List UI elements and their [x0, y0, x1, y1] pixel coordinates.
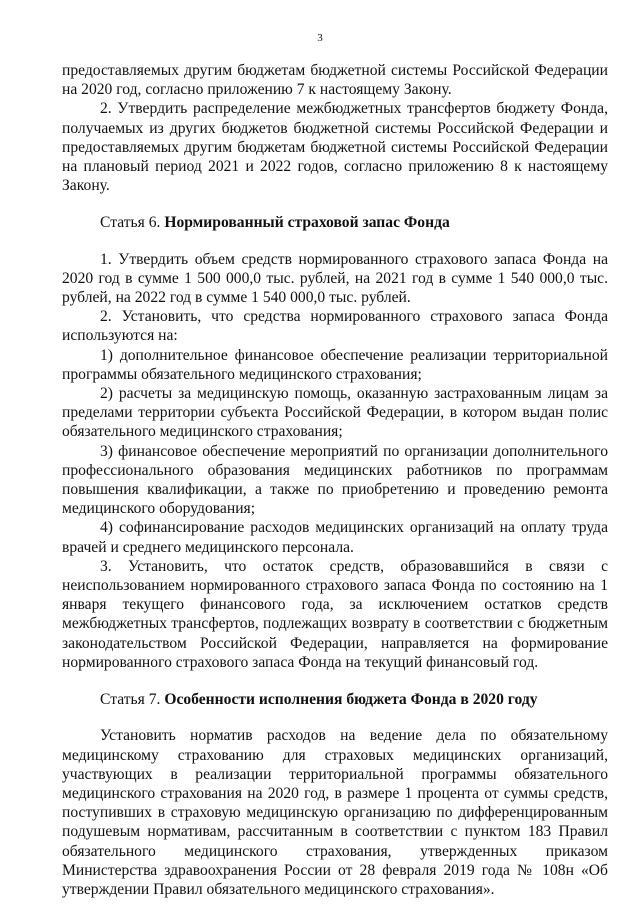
- article-6-item-4: 4) софинансирование расходов медицинских организаций на оплату труда врачей и среднего медицинского персонала.: [62, 519, 608, 556]
- article-6-item-2: 2) расчеты за медицинскую помощь, оказанную застрахованным лицам за пределами территории субъекта Российской Федерации, в котором выдан полис обязательного медицинского страхования;: [62, 385, 608, 441]
- article-5-paragraph-1-tail: предоставляемых другим бюджетам бюджетной системы Российской Федерации на 2020 год, согласно приложению 7 к настоящему Закону.: [62, 62, 608, 99]
- article-6-paragraph-2: 2. Установить, что средства нормированного страхового запаса Фонда используются на:: [62, 308, 608, 345]
- document-body: [62, 61, 608, 899]
- article-7-prefix: Статья 7.: [100, 691, 165, 709]
- article-6-heading: [62, 213, 608, 232]
- article-6-paragraph-3: 3. Установить, что остаток средств, образовавшийся в связи с неиспользованием нормированного страхового запаса Фонда по состоянию на 1 января текущего финансового года, за исключением остатков средств межбюджетных трансфертов, подлежащих возврату в соответствии с бюджетным законодательством Российской Федерации, направляется на формирование нормированного страхового запаса Фонда на текущий финансовый год.: [62, 557, 608, 671]
- article-5-paragraph-2: 2. Утвердить распределение межбюджетных трансфертов бюджету Фонда, получаемых из других бюджетов бюджетной системы Российской Федерации и предоставляемых другим бюджетам бюджетной системы Российской Федерации на плановый период 2021 и 2022 годов, согласно приложению 8 к настоящему Закону.: [62, 100, 608, 195]
- article-7-heading: [62, 690, 608, 709]
- page-number: 3: [317, 32, 323, 44]
- article-6-item-3: 3) финансовое обеспечение мероприятий по организации дополнительного профессионального образования медицинских работников по программам повышения квалификации, а также по приобретению и проведению ремонта медицинского оборудования;: [62, 442, 608, 518]
- article-6-prefix: Статья 6.: [100, 214, 165, 232]
- article-7-title: Особенности исполнения бюджета Фонда в 2020 году: [164, 691, 538, 709]
- article-6-title: Нормированный страховой запас Фонда: [164, 214, 450, 232]
- article-6-paragraph-1: 1. Утвердить объем средств нормированного страхового запаса Фонда на 2020 год в сумме 1 500 000,0 тыс. рублей, на 2021 год в сумме 1 540 000,0 тыс. рублей, на 2022 год в сумме 1 540 000,0 тыс. рублей.: [62, 250, 608, 307]
- article-6-item-1: 1) дополнительное финансовое обеспечение реализации территориальной программы обязательного медицинского страхования;: [62, 346, 608, 383]
- article-7-paragraph-1: Установить норматив расходов на ведение дела по обязательному медицинскому страхованию для страховых медицинских организаций, участвующих в реализации территориальной программы обязательного медицинского страхования на 2020 год, в размере 1 процента от суммы средств, поступивших в страховую медицинскую организацию по дифференцированным подушевым нормативам, рассчитанным в соответствии с пунктом 183 Правил обязательного медицинского страхования, утвержденных приказом Министерства здравоохранения России от 28 февраля 2019 года № 108н «Об утверждении Правил обязательного медицинского страхования».: [62, 727, 608, 898]
